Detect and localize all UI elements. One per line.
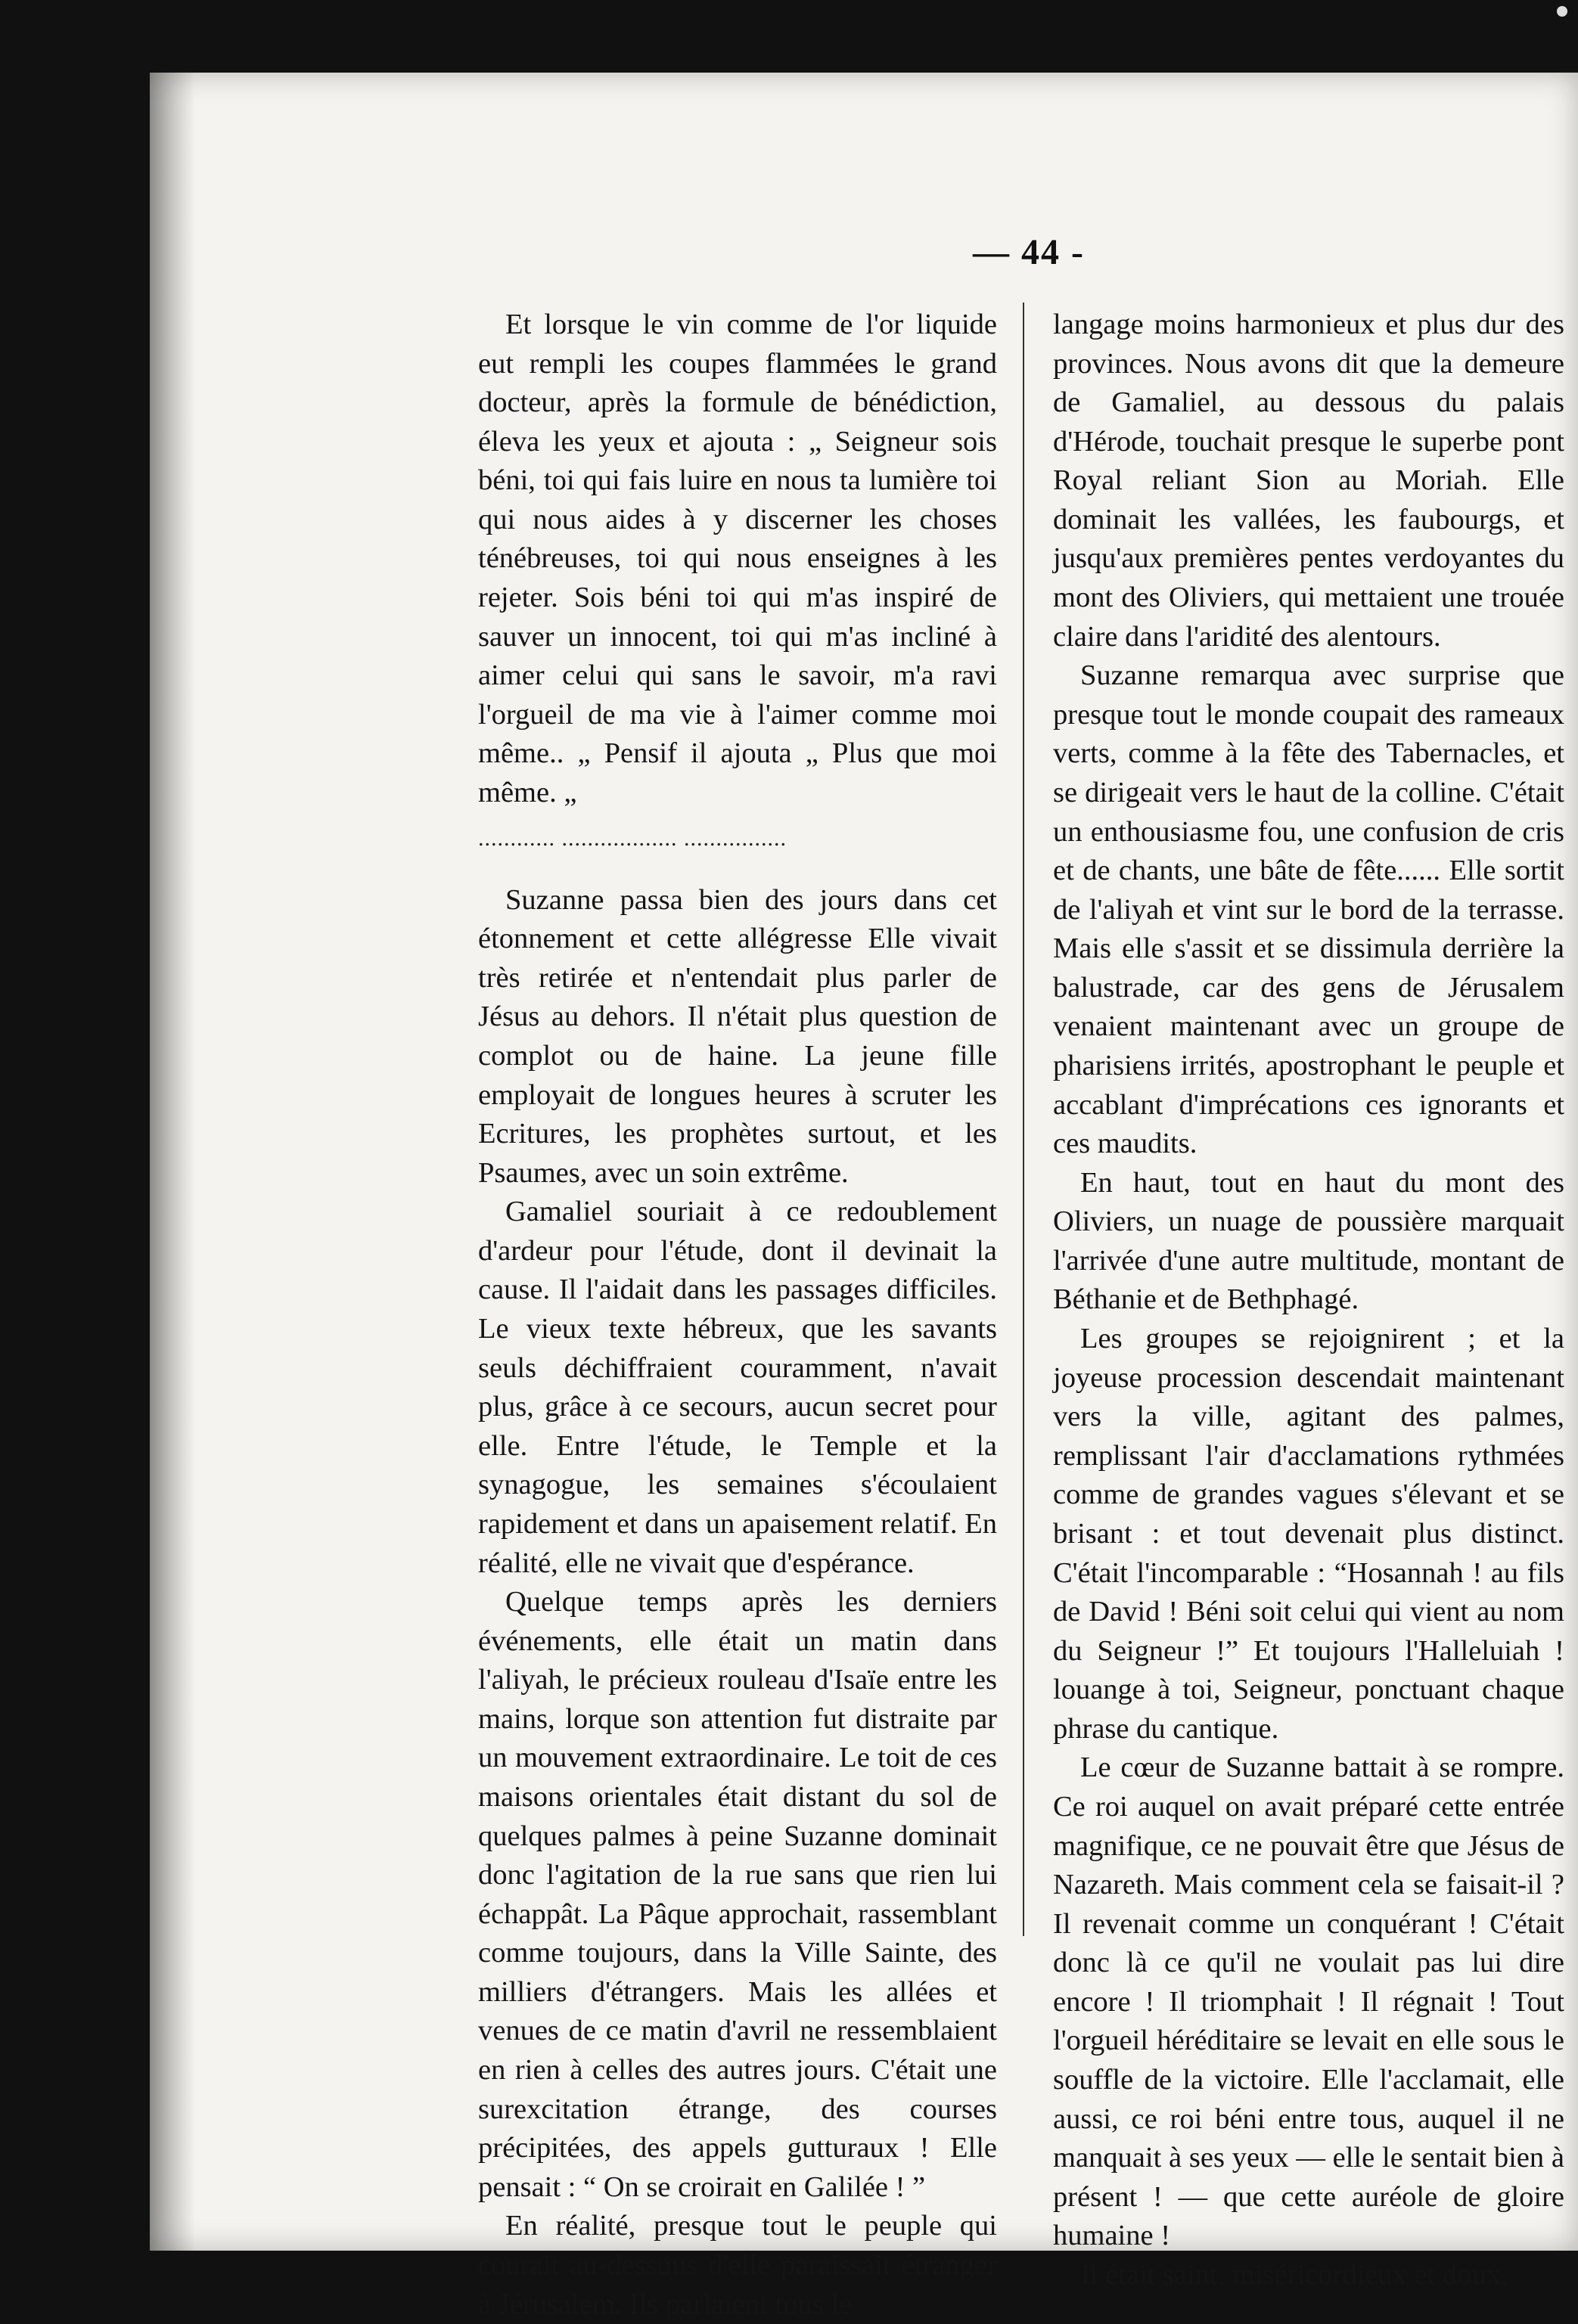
paragraph: En haut, tout en haut du mont des Oliviers, un nuage de poussière marquait l'arrivée d'une autre multitude, montant de Béthanie et de Bethphagé. — [1053, 1166, 1564, 1316]
right-text-column — [1053, 306, 1564, 2295]
paragraph: Suzanne passa bien des jours dans cet étonnement et cette allégresse Elle vivait très retirée et n'entendait plus parler de Jésus au dehors. Il n'était plus question de complot ou de haine. La jeune fille employait de longues heures à scruter les Ecritures, les prophètes surtout, et les Psaumes, avec un soin extrême. — [478, 883, 997, 1189]
paragraph: En réalité, presque tout le peuple qui courait au-dessous d'elle paraissait étranger à Jérusalem. Ils parlaient tous le — [478, 2210, 997, 2320]
paragraph: Et lorsque le vin comme de l'or liquide eut rempli les coupes flammées le grand docteur, après la formule de bénédiction, éleva les yeux et ajouta : „ Seigneur sois béni, toi qui fais luire en nous ta lumière toi qui nous aides à y discerner les choses ténébreuses, toi qui nous enseignes à les rejeter. Sois béni toi qui m'as inspiré de sauver un innocent, toi qui m'as incliné à aimer celui qui sans le savoir, m'a ravi l'orgueil de ma vie à l'aimer comme moi même.. „ Pensif il ajouta „ Plus que moi même. „ — [478, 309, 997, 808]
left-text-column — [478, 306, 997, 2324]
paragraph: Les groupes se rejoignirent ; et la joyeuse procession descendait maintenant vers la ville, agitant des palmes, remplissant l'air d'acclamations rythmées comme de grandes vagues s'élevant et se brisant : et tout devenait plus distinct. C'était l'incomparable : “Hosannah ! au fils de David ! Béni soit celui qui vient au nom du Seigneur !” Et toujours l'Halleluiah ! louange à toi, Seigneur, ponctuant chaque phrase du cantique. — [1053, 1323, 1564, 1745]
paragraph: Il était saint, miséricordieux et doux, — [1080, 2258, 1508, 2291]
paragraph-continuation: langage moins harmonieux et plus dur des provinces. Nous avons dit que la demeure de Gamaliel, au dessous du palais d'Hérode, touchait presque le superbe pont Royal reliant Sion au Moriah. Elle dominait les vallées, les faubourgs, et jusqu'aux premières pentes verdoyantes du mont des Oliviers, qui mettaient une trouée claire dans l'aridité des alentours. — [1053, 309, 1564, 653]
page-number: — 44 - — [973, 232, 1085, 272]
page-edge-shadow — [150, 73, 195, 2251]
paragraph: Quelque temps après les derniers événements, elle était un matin dans l'aliyah, le précieux rouleau d'Isaïe entre les mains, lorque son attention fut distraite par un mouvement extraordinaire. Le toit de ces maisons orientales était distant du sol de quelques palmes à peine Suzanne dominait donc l'agitation de la rue sans que rien lui échappât. La Pâque approchait, rassemblant comme toujours, dans la Ville Sainte, des milliers d'étrangers. Mais les allées et venues de ce matin d'avril ne ressemblaient en rien à celles des autres jours. C'était une surexcitation étrange, des courses précipitées, des appels gutturaux ! Elle pensait : “ On se croirait en Galilée ! ” — [478, 1586, 997, 2203]
column-divider — [1023, 303, 1024, 1936]
paragraph: Suzanne remarqua avec surprise que presque tout le monde coupait des rameaux verts, comme à la fête des Tabernacles, et se dirigeait vers le haut de la colline. C'était un enthousiasme fou, une confusion de cris et de chants, une bâte de fête...... Elle sortit de l'aliyah et vint sur le bord de la terrasse. Mais elle s'assit et se dissimula derrière la balustrade, car des gens de Jérusalem venaient maintenant avec un groupe de pharisiens irrités, apostrophant le peuple et accablant d'imprécations ces ignorants et ces maudits. — [1053, 659, 1564, 1160]
scan-speck — [1557, 6, 1567, 17]
paragraph: Gamaliel souriait à ce redoublement d'ardeur pour l'étude, dont il devinait la cause. Il l'aidait dans les passages difficiles. Le vieux texte hébreux, que les savants seuls déchiffraient couramment, n'avait plus, grâce à ce secours, aucun secret pour elle. Entre l'étude, le Temple et la synagogue, les semaines s'écoulaient rapidement et dans un apaisement relatif. En réalité, elle ne vivait que d'espérance. — [478, 1196, 997, 1579]
section-separator: ............ .................. ................ — [478, 825, 787, 851]
paragraph: Le cœur de Suzanne battait à se rompre. Ce roi auquel on avait préparé cette entrée magnifique, ce ne pouvait être que Jésus de Nazareth. Mais comment cela se faisait-il ? Il revenait comme un conquérant ! C'était donc là ce qu'il ne voulait pas lui dire encore ! Il triomphait ! Il régnait ! Tout l'orgueil héréditaire se levait en elle sous le souffle de la victoire. Elle l'acclamait, elle aussi, ce roi béni entre tous, auquel il ne manquait à ses yeux — elle le sentait bien à présent ! — que cette auréole de gloire humaine ! — [1053, 1752, 1564, 2252]
